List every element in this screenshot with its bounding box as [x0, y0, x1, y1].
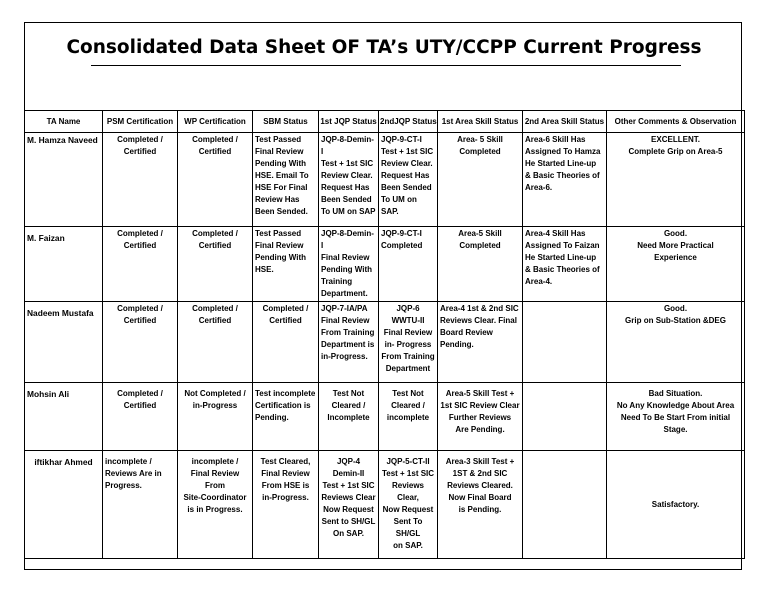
- sbm-cell: Test Passed Final Review Pending With HSE.: [255, 229, 307, 274]
- sbm-cell: Test Passed Final Review Pending With HSE. Email To HSE For Final Review Has Been Sended.: [255, 135, 309, 216]
- header-second-area-skill-status: 2nd Area Skill Status: [523, 111, 607, 133]
- ta-name-cell: M. Hamza Naveed: [27, 135, 98, 145]
- wp-cell: Completed / Certified: [192, 304, 238, 325]
- psm-cell: Completed / Certified: [117, 304, 163, 325]
- wp-cell: incomplete / Final Review From Site-Coordinator is in Progress.: [183, 457, 247, 514]
- jqp1-cell: JQP-4 Demin-II Test + 1st SIC Reviews Clear Now Request Sent to SH/GL On SAP.: [321, 457, 376, 538]
- wp-cell: Not Completed / in-Progress: [184, 389, 246, 410]
- psm-cell: incomplete / Reviews Are in Progress.: [105, 457, 162, 490]
- jqp2-cell: JQP-9-CT-I Test + 1st SIC Review Clear. Request Has Been Sended To UM on SAP.: [381, 135, 434, 216]
- comments-cell: EXCELLENT. Complete Grip on Area-5: [628, 135, 723, 156]
- comments-cell: Good. Need More Practical Experience: [637, 229, 714, 262]
- ta-name-cell: Nadeem Mustafa: [27, 308, 94, 318]
- header-other-comments: Other Comments & Observation: [607, 111, 745, 133]
- jqp2-cell: JQP-9-CT-I Completed: [381, 229, 423, 250]
- area1-cell: Area-3 Skill Test + 1ST & 2nd SIC Reviews Cleared. Now Final Board is Pending.: [445, 457, 515, 514]
- header-first-jqp-status: 1st JQP Status: [319, 111, 379, 133]
- sbm-cell: Test incomplete Certification is Pending.: [255, 389, 316, 422]
- table-row: [25, 227, 745, 302]
- area2-cell: Area-6 Skill Has Assigned To Hamza He Started Line-up & Basic Theories of Area-6.: [525, 135, 601, 192]
- jqp1-cell: Test Not Cleared / Incomplete: [327, 389, 370, 422]
- ta-name-cell: Mohsin Ali: [27, 389, 70, 399]
- area1-cell: Area-5 Skill Test + 1st SIC Review Clear Further Reviews Are Pending.: [440, 389, 520, 434]
- jqp1-cell: JQP-7-IA/PA Final Review From Training Department is in-Progress.: [321, 304, 375, 361]
- table-row: [25, 302, 745, 383]
- header-psm-certification: PSM Certification: [103, 111, 178, 133]
- header-ta-name: TA Name: [25, 111, 103, 133]
- ta-name-cell: M. Faizan: [27, 233, 65, 243]
- comments-cell: Bad Situation. No Any Knowledge About Area Need To Be Start From initial Stage.: [616, 389, 735, 434]
- comments-cell: Satisfactory.: [651, 499, 700, 509]
- header-first-area-skill-status: 1st Area Skill Status: [438, 111, 523, 133]
- psm-cell: Completed / Certified: [117, 135, 163, 156]
- title-underline: [91, 65, 681, 66]
- table-row: [25, 133, 745, 227]
- wp-cell: Completed / Certified: [192, 135, 238, 156]
- progress-table: [24, 110, 745, 559]
- header-second-jqp-status: 2ndJQP Status: [379, 111, 438, 133]
- header-row: [25, 111, 745, 133]
- wp-cell: Completed / Certified: [192, 229, 238, 250]
- sheet-title: Consolidated Data Sheet OF TA’s UTY/CCPP Current Progress: [66, 37, 702, 58]
- jqp2-cell: JQP-5-CT-II Test + 1st SIC Reviews Clear, Now Request Sent To SH/GL on SAP.: [381, 457, 435, 550]
- jqp1-cell: JQP-8-Demin-I Final Review Pending With Training Department.: [321, 229, 374, 298]
- area1-cell: Area-4 1st & 2nd SIC Reviews Clear. Final Board Review Pending.: [440, 304, 519, 349]
- jqp2-cell: JQP-6 WWTU-II Final Review in- Progress From Training Department: [381, 304, 435, 373]
- sbm-cell: Test Cleared, Final Review From HSE is in-Progress.: [260, 457, 311, 502]
- header-sbm-status: SBM Status: [253, 111, 319, 133]
- comments-cell: Good. Grip on Sub-Station &DEG: [625, 304, 726, 325]
- psm-cell: Completed / Certified: [117, 229, 163, 250]
- ta-name-cell: iftikhar Ahmed: [34, 457, 93, 467]
- sbm-cell: Completed / Certified: [262, 304, 309, 325]
- table-row: [25, 383, 745, 451]
- area1-cell: Area- 5 Skill Completed: [457, 135, 503, 156]
- data-sheet: [24, 22, 742, 570]
- jqp2-cell: Test Not Cleared / incomplete: [386, 389, 430, 422]
- area2-cell: Area-4 Skill Has Assigned To Faizan He Started Line-up & Basic Theories of Area-4.: [525, 229, 600, 286]
- jqp1-cell: JQP-8-Demin-I Test + 1st SIC Review Clear. Request Has Been Sended To UM on SAP: [321, 135, 376, 216]
- area1-cell: Area-5 Skill Completed: [458, 229, 502, 250]
- table-row: [25, 451, 745, 559]
- psm-cell: Completed / Certified: [117, 389, 163, 410]
- header-wp-certification: WP Certification: [178, 111, 253, 133]
